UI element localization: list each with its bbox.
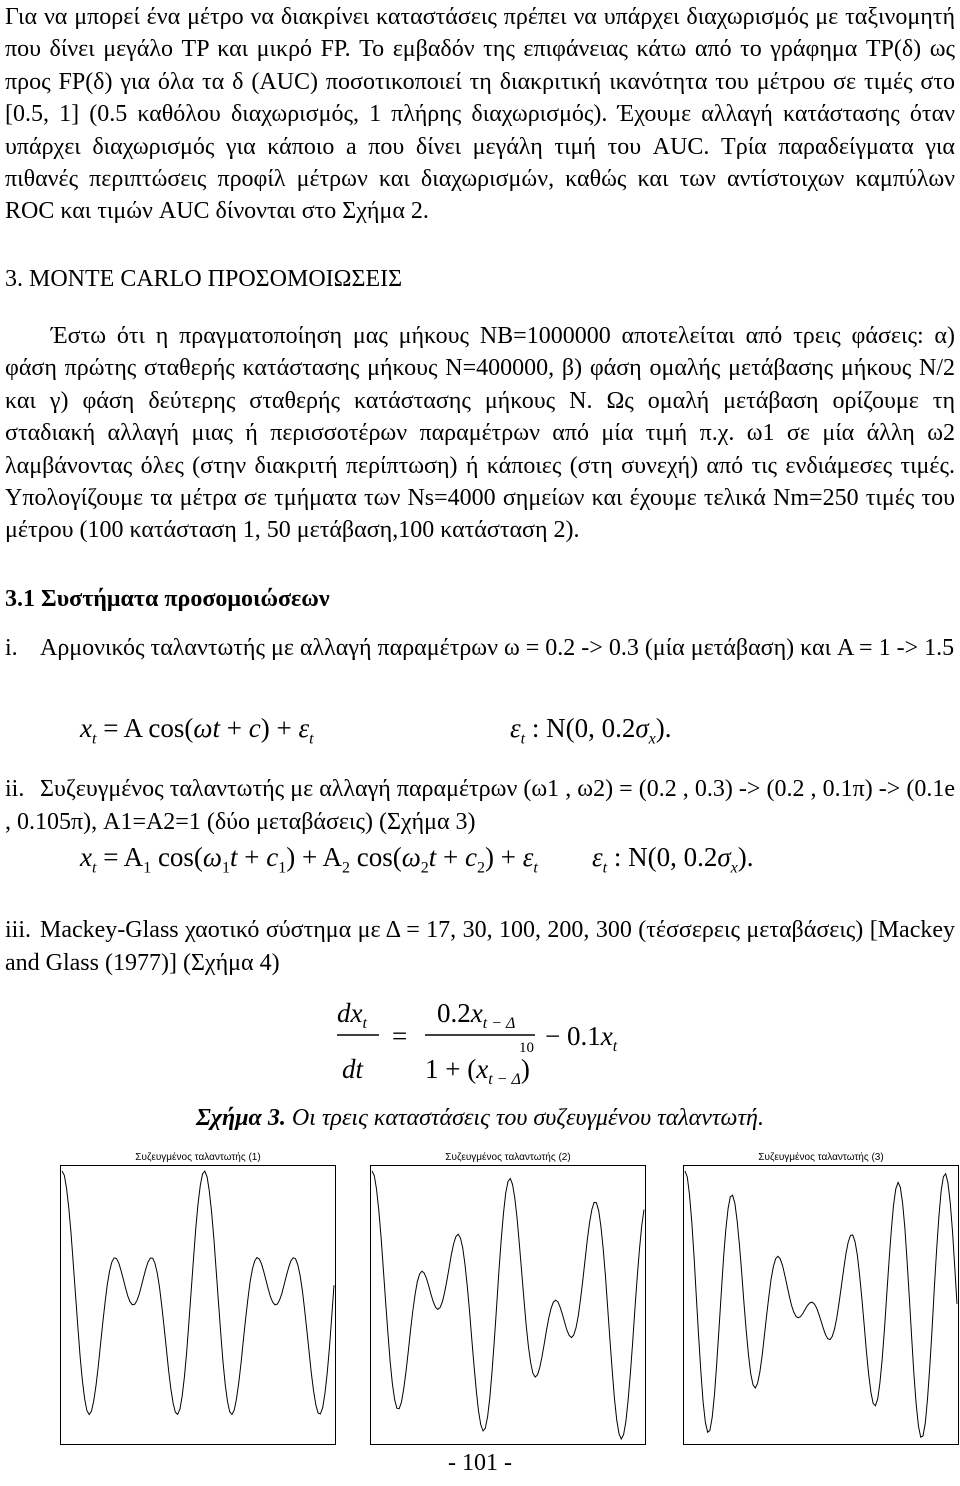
chart-panel-1 [60, 1152, 336, 1446]
figure-label: Σχήμα 3. [196, 1105, 286, 1131]
list-number: ii. [5, 776, 25, 802]
series-line [62, 1171, 334, 1415]
equation-noise-1: $\varepsilon_t$ : N(0, $0.2\sigma_x$). [510, 713, 672, 748]
plot-frame [371, 1166, 646, 1445]
list-number: iii. [5, 917, 32, 943]
figure-caption [0, 1105, 960, 1132]
equation-mackey-glass [337, 990, 797, 1090]
list-text: Συζευγμένος ταλαντωτής με αλλαγή παραμέτρων (ω1 , ω2) = (0.2 , 0.3) -> (0.2 , 0.1π) -> (0.1e , 0.105π), A1=A2=1 (δύο μεταβάσεις) (Σχήμα 3) [5, 776, 955, 835]
chart-panel-3 [683, 1152, 959, 1446]
svg-text:=: = [392, 1021, 408, 1051]
list-item-iii [5, 914, 955, 980]
equation-harmonic: $x_t = A$ $\cos(\omega t + c) + \varepsilon_t$ [80, 713, 314, 748]
chart-panel-2 [370, 1152, 646, 1446]
equation-noise-2: $\varepsilon_t$ : N(0, $0.2\sigma_x$). [592, 842, 754, 877]
series-line [685, 1171, 957, 1437]
list-item-i [5, 631, 955, 666]
section-paragraph: Έστω ότι η πραγματοποίηση μας μήκους NB=1000000 αποτελείται από τρεις φάσεις: α) φάση πρώτης σταθερής κατάστασης μήκους N=400000, β) φάση ομαλής μετάβασης μήκους N/2 και γ) φάση δεύτερης σταθερής κατάστασης μήκους N. Ως ομαλή μετάβαση ορίζουμε τη σταδιακή αλλαγή μιας ή περισσοτέρων παραμέτρων από μία τιμή π.χ. ω1 σε μία άλλη ω2 λαμβάνοντας όλες (στην διακριτή περίπτωση) ή κάποιες (στη συνεχή) από τις ενδιάμεσες τιμές. Υπολογίζουμε τα μέτρα σε τμήματα των Ns=4000 σημείων και έχουμε τελικά Nm=250 τιμές του μέτρου (100 κατάσταση 1, 50 μετάβαση,100 κατάσταση 2). [5, 323, 955, 544]
subsection-heading: 3.1 Συστήματα προσομοιώσεων [5, 586, 330, 612]
list-number: i. [5, 635, 18, 661]
plot-frame [684, 1166, 959, 1445]
chart-plot [60, 1165, 336, 1445]
chart-title: Συζευγμένος ταλαντωτής (3) [758, 1152, 884, 1163]
list-text: Mackey-Glass χαοτικό σύστημα με Δ = 17, 30, 100, 200, 300 (τέσσερεις μεταβάσεις) [Mackey and Glass (1977)] (Σχήμα 4) [5, 917, 955, 976]
chart-title: Συζευγμένος ταλαντωτής (2) [445, 1152, 571, 1163]
series-line [372, 1171, 644, 1439]
list-item-ii [5, 773, 955, 839]
svg-text:dxt: $dx_t$ [337, 998, 367, 1032]
chart-title: Συζευγμένος ταλαντωτής (1) [135, 1152, 261, 1163]
list-text: Αρμονικός ταλαντωτής με αλλαγή παραμέτρων ω = 0.2 -> 0.3 (μία μετάβαση) και A = 1 -> 1.5 [40, 635, 955, 661]
svg-text:1 + (xt − Δ): $1 + (x_{t - \Delta})$ [425, 1054, 530, 1088]
svg-text:10: 10 [519, 1040, 534, 1056]
svg-text:0.2xt − Δ: $0.2x_{t - \Delta}$ [437, 998, 516, 1032]
page-number: - 101 - [448, 1450, 512, 1476]
intro-paragraph: Για να μπορεί ένα μέτρο να διακρίνει καταστάσεις πρέπει να υπάρχει διαχωρισμός με ταξινομητή που δίνει μεγάλο TP και μικρό FP. Το εμβαδόν της επιφάνειας κάτω από το γράφημα TP(δ) ως προς FP(δ) για όλα τα δ (AUC) ποσοτικοποιεί τη διακριτική ικανότητα του μέτρου σε τιμές στο [0.5, 1] (0.5 καθόλου διαχωρισμός, 1 πλήρης διαχωρισμός). Έχουμε αλλαγή κατάστασης όταν υπάρχει διαχωρισμός για κάποιο a που δίνει μεγάλη τιμή του AUC. Τρία παραδείγματα για πιθανές περιπτώσεις προφίλ μέτρων και διαχωρισμών, καθώς και των αντίστοιχων καμπύλων ROC και τιμών AUC δίνονται στο Σχήμα 2. [5, 4, 955, 225]
svg-text:− 0.1xt: − $0.1x_t$ [545, 1021, 618, 1055]
figure-caption-text: Οι τρεις καταστάσεις του συζευγμένου ταλαντωτή. [291, 1105, 764, 1131]
chart-plot [370, 1165, 646, 1445]
svg-text:dt: dt [342, 1054, 364, 1084]
equation-coupled: $x_t = A_1$ $\cos(\omega_1t + c_1) + A_2$ $\cos(\omega_2t + c_2) + \varepsilon_t$ [80, 842, 538, 877]
chart-plot [683, 1165, 959, 1445]
section-heading: 3. MONTE CARLO ΠΡΟΣΟΜΟΙΩΣΕΙΣ [5, 266, 403, 292]
